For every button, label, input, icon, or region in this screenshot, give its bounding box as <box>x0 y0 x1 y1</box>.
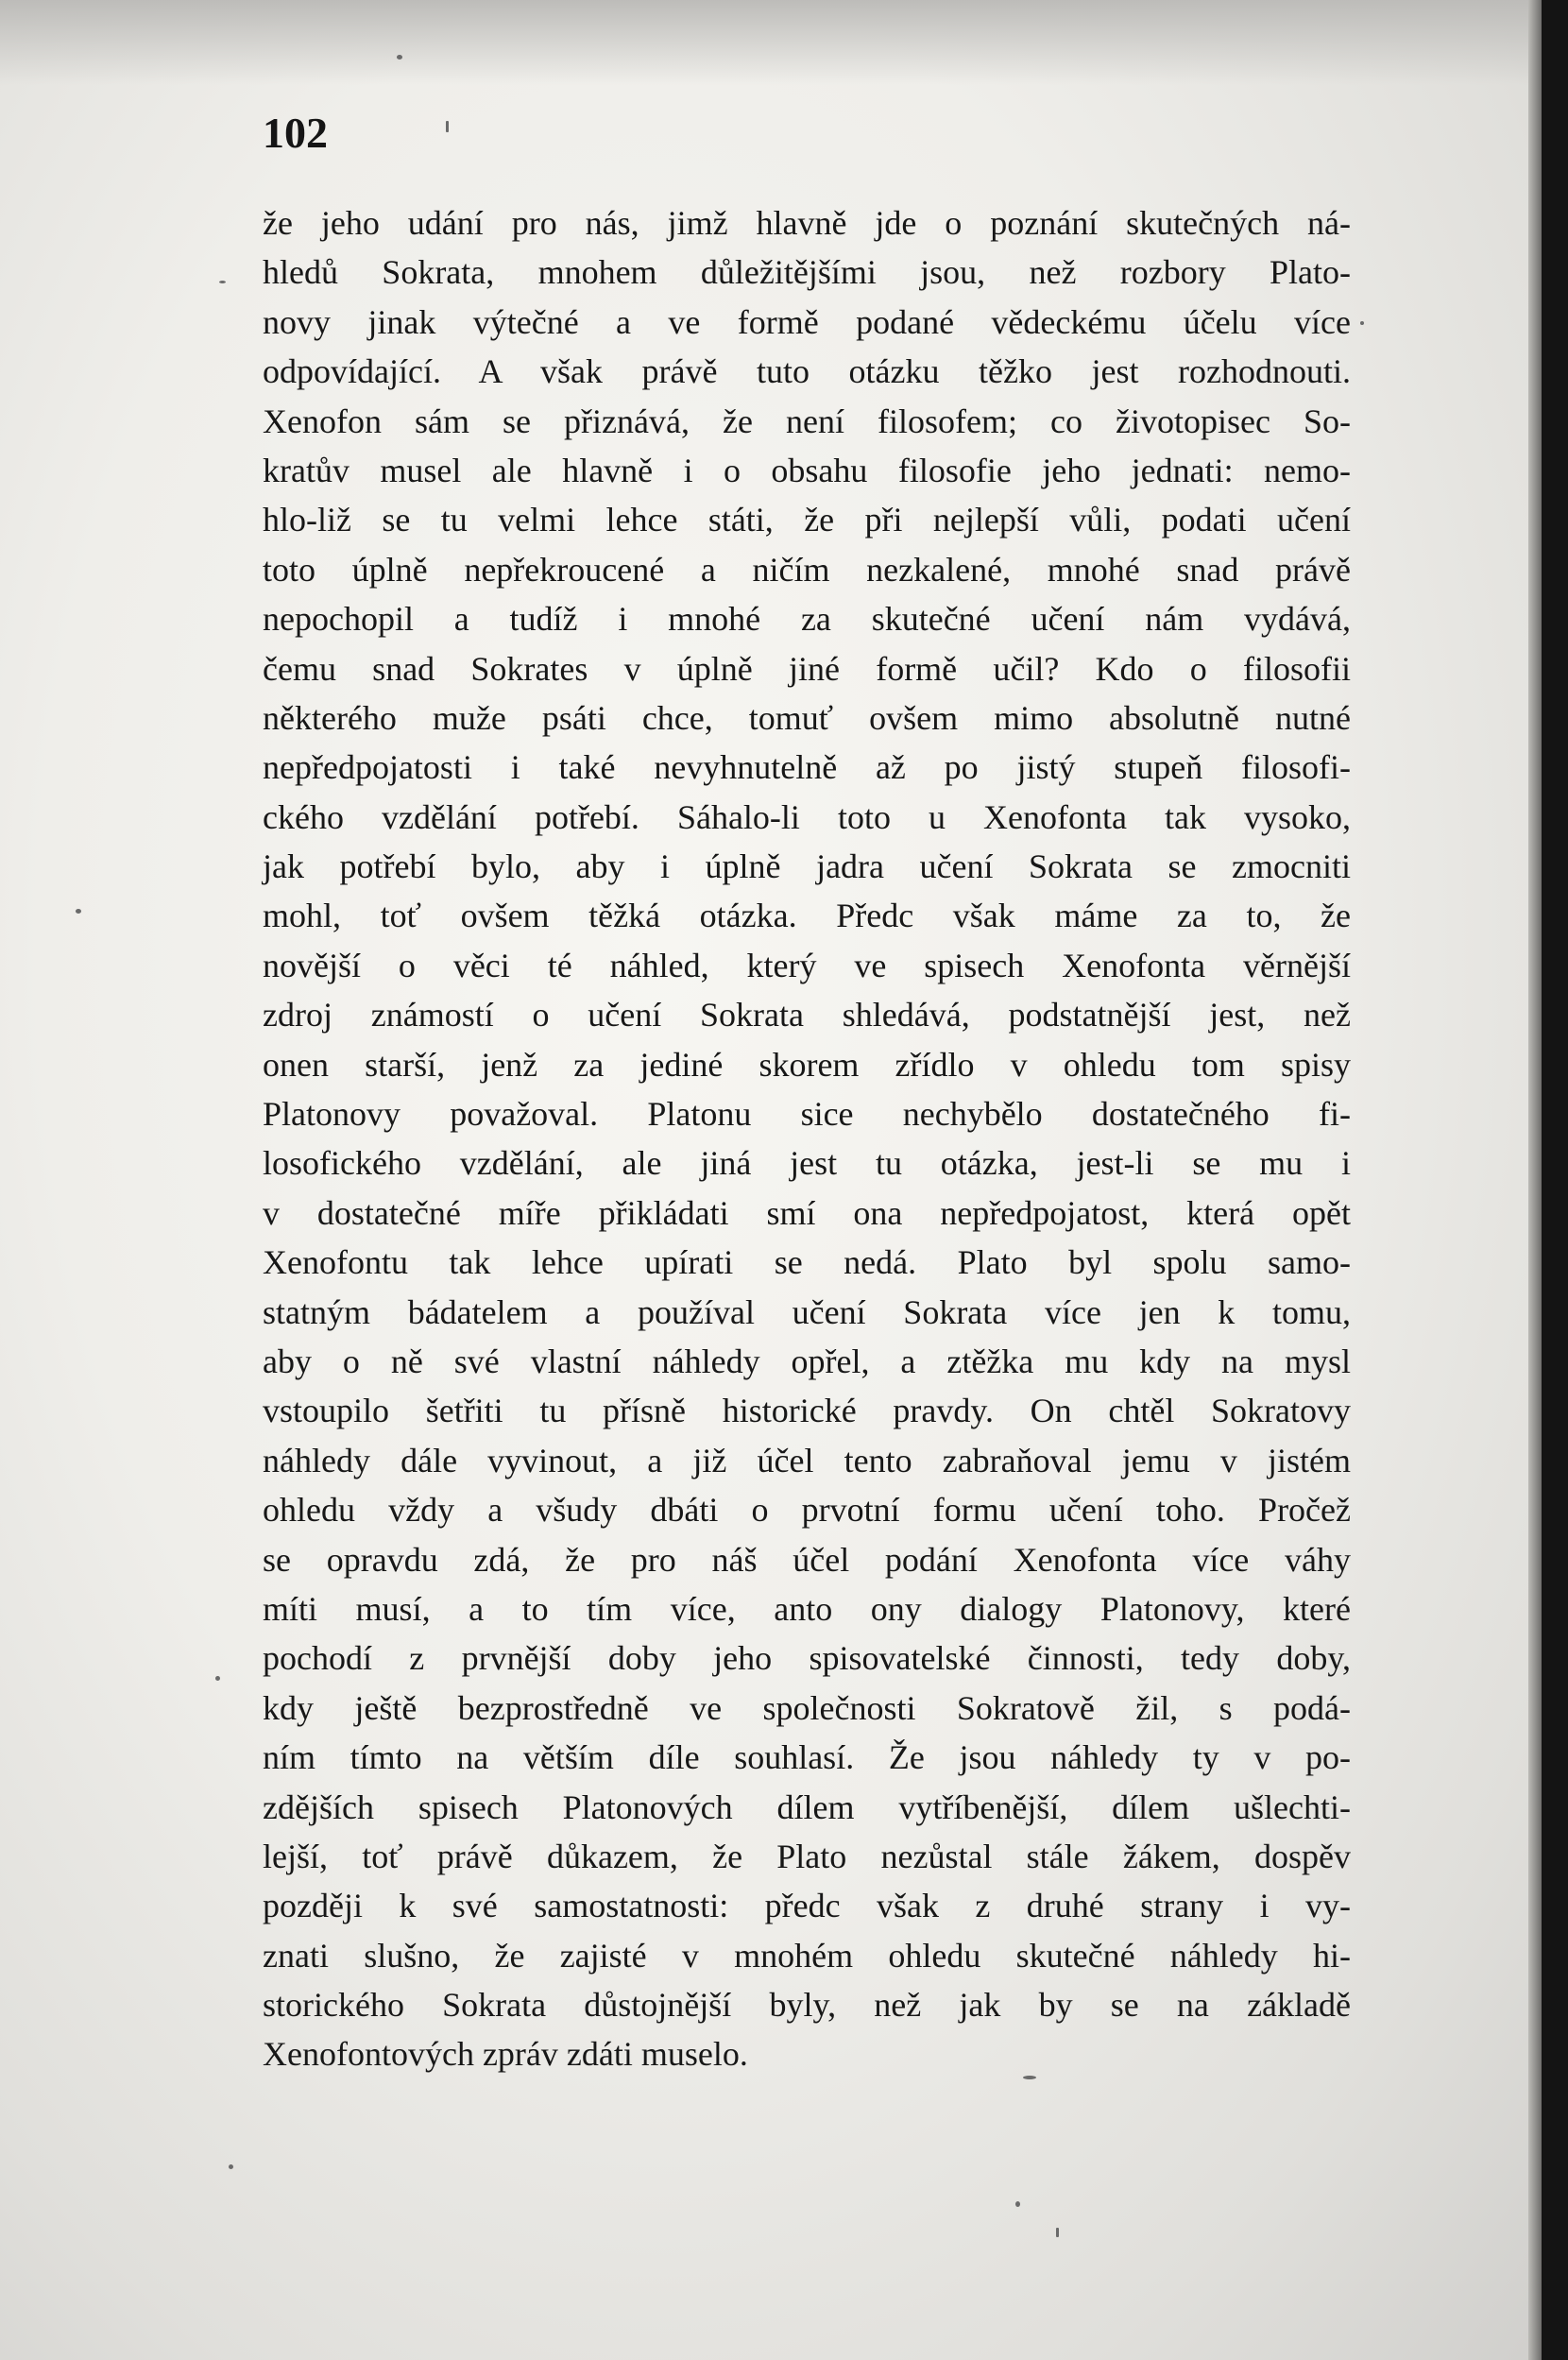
text-line: se opravdu zdá, že pro náš účel podání Xenofonta více váhy <box>263 1540 1351 1579</box>
text-line: náhledy dále vyvinout, a již účel tento zabraňoval jemu v jistém <box>263 1441 1351 1479</box>
text-line: odpovídající. A však právě tuto otázku těžko jest rozhodnouti. <box>263 352 1351 391</box>
text-line: novy jinak výtečné a ve formě podané vědeckému účelu více <box>263 302 1351 341</box>
body-text <box>263 198 1351 2079</box>
text-line: novější o věci té náhled, který ve spisech Xenofonta věrnější <box>263 946 1351 984</box>
text-line: losofického vzdělání, ale jiná jest tu otázka, jest-li se mu i <box>263 1144 1351 1183</box>
text-line: ohledu vždy a všudy dbáti o prvotní formu učení toho. Pročež <box>263 1491 1351 1530</box>
paper-speck <box>215 1676 220 1681</box>
paper-speck <box>1023 2076 1036 2079</box>
text-line: lejší, toť právě důkazem, že Plato nezůstal stále žákem, dospěv <box>263 1837 1351 1875</box>
text-line: některého muže psáti chce, tomuť ovšem mimo absolutně nutné <box>263 698 1351 737</box>
paper-speck <box>219 281 226 283</box>
paper-speck <box>1015 2201 1020 2207</box>
text-line: vstoupilo šetřiti tu přísně historické pravdy. On chtěl Sokratovy <box>263 1392 1351 1430</box>
text-line: jak potřebí bylo, aby i úplně jadra učení Sokrata se zmocniti <box>263 847 1351 886</box>
text-line: nepředpojatosti i také nevyhnutelně až po jistý stupeň filosofi- <box>263 748 1351 787</box>
text-line: později k své samostatnosti: předc však z druhé strany i vy- <box>263 1887 1351 1925</box>
paper-speck <box>1360 321 1364 325</box>
text-line: kdy ještě bezprostředně ve společnosti Sokratově žil, s podá- <box>263 1688 1351 1727</box>
text-line: onen starší, jenž za jediné skorem zřídlo v ohledu tom spisy <box>263 1045 1351 1084</box>
paper-speck <box>76 909 81 914</box>
text-line: pochodí z prvnější doby jeho spisovatelské činnosti, tedy doby, <box>263 1639 1351 1678</box>
text-line: Xenofontových zpráv zdáti muselo. <box>263 2035 748 2074</box>
paper-speck <box>1056 2228 1059 2237</box>
text-line: Xenofontu tak lehce upírati se nedá. Plato byl spolu samo- <box>263 1243 1351 1282</box>
text-line: Xenofon sám se přiznává, že není filosofem; co životopisec So- <box>263 402 1351 440</box>
text-line: ním tímto na větším díle souhlasí. Že jsou náhledy ty v po- <box>263 1738 1351 1777</box>
text-line: zdějších spisech Platonových dílem vytříbenější, dílem ušlechti- <box>263 1787 1351 1826</box>
paper-speck <box>397 55 402 60</box>
paper-speck <box>446 121 449 132</box>
text-line: ckého vzdělání potřebí. Sáhalo-li toto u Xenofonta tak vysoko, <box>263 797 1351 836</box>
text-line: hledů Sokrata, mnohem důležitějšími jsou, než rozbory Plato- <box>263 253 1351 292</box>
text-line: hlo-liž se tu velmi lehce státi, že při nejlepší vůli, podati učení <box>263 501 1351 539</box>
text-line: míti musí, a to tím více, anto ony dialogy Platonovy, které <box>263 1589 1351 1628</box>
text-line: storického Sokrata důstojnější byly, než jak by se na základě <box>263 1986 1351 2025</box>
text-line: aby o ně své vlastní náhledy opřel, a ztěžka mu kdy na mysl <box>263 1342 1351 1380</box>
page-number: 102 <box>263 109 328 157</box>
paper-speck <box>229 2164 233 2169</box>
text-line: čemu snad Sokrates v úplně jiné formě učil? Kdo o filosofii <box>263 649 1351 688</box>
text-line: mohl, toť ovšem těžká otázka. Předc však máme za to, že <box>263 897 1351 935</box>
book-spine-edge <box>1542 0 1568 2360</box>
text-line: v dostatečné míře přikládati smí ona nepředpojatost, která opět <box>263 1193 1351 1232</box>
text-line: znati slušno, že zajisté v mnohém ohledu skutečné náhledy hi- <box>263 1936 1351 1975</box>
text-line: toto úplně nepřekroucené a ničím nezkalené, mnohé snad právě <box>263 550 1351 589</box>
text-line: statným bádatelem a používal učení Sokrata více jen k tomu, <box>263 1292 1351 1331</box>
text-line: Platonovy považoval. Platonu sice nechybělo dostatečného fi- <box>263 1095 1351 1134</box>
text-line: kratův musel ale hlavně i o obsahu filosofie jeho jednati: nemo- <box>263 451 1351 489</box>
text-line: nepochopil a tudíž i mnohé za skutečné učení nám vydává, <box>263 600 1351 639</box>
text-line: zdroj známostí o učení Sokrata shledává, podstatnější jest, než <box>263 996 1351 1035</box>
text-line: že jeho udání pro nás, jimž hlavně jde o poznání skutečných ná- <box>263 204 1351 242</box>
page-edge-shadow <box>1528 0 1542 2360</box>
